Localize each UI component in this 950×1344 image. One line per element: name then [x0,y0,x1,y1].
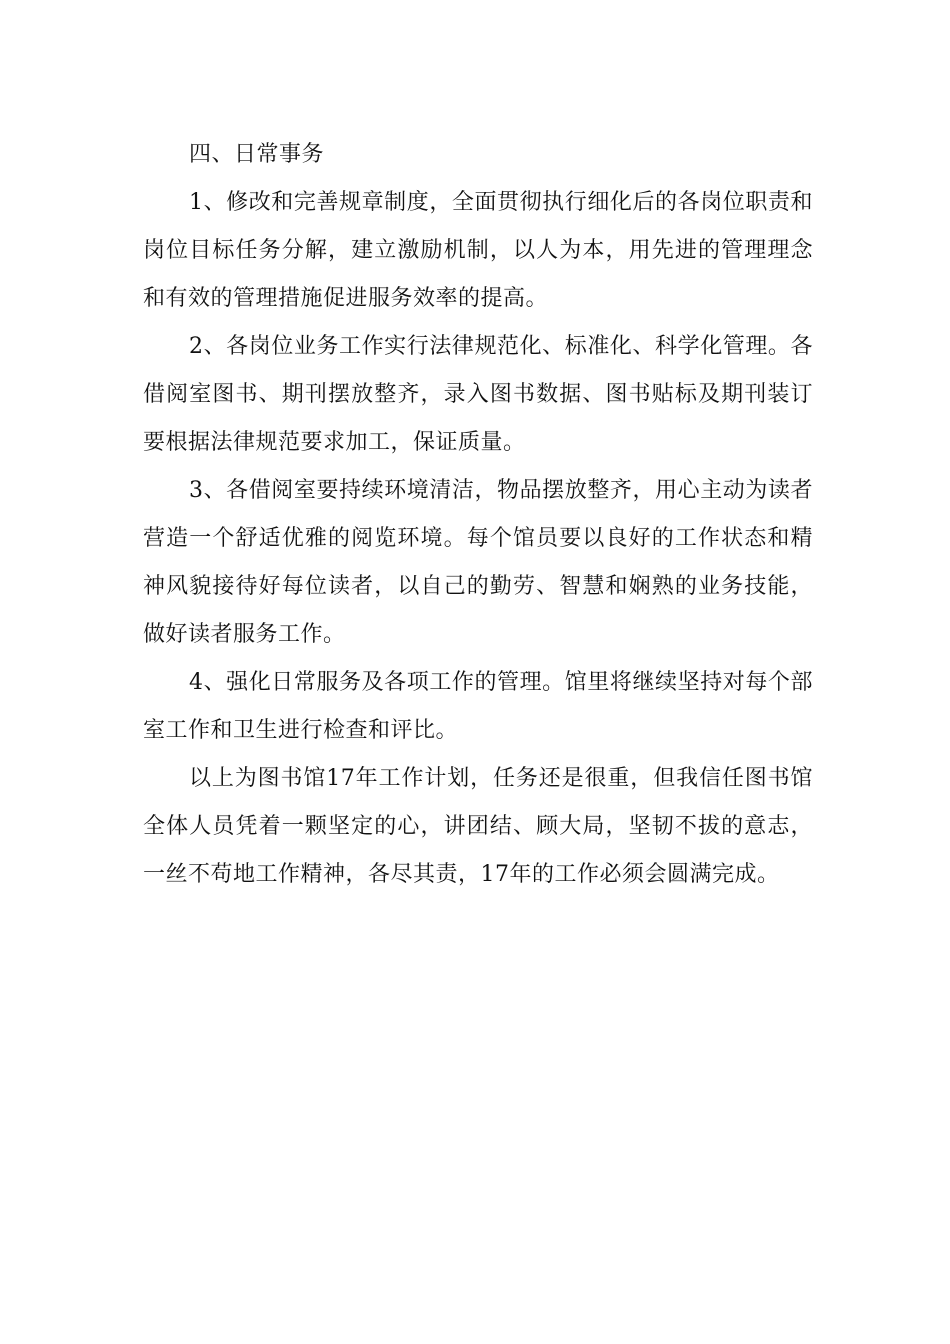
section-heading: 四、日常事务 [189,142,325,167]
paragraph-3: 3、各借阅室要持续环境清洁，物品摆放整齐，用心主动为读者营造一个舒适优雅的阅览环境。每个馆员要以良好的工作状态和精神风貌接待好每位读者，以自己的勤劳、智慧和娴熟的业务技能，做好读者服务工作。 [143,478,813,647]
paragraph-4: 4、强化日常服务及各项工作的管理。馆里将继续坚持对每个部室工作和卫生进行检查和评比。 [143,670,813,743]
paragraph-1: 1、修改和完善规章制度，全面贯彻执行细化后的各岗位职责和岗位目标任务分解，建立激励机制，以人为本，用先进的管理理念和有效的管理措施促进服务效率的提高。 [143,190,813,311]
closing-paragraph: 以上为图书馆17年工作计划，任务还是很重，但我信任图书馆全体人员凭着一颗坚定的心，讲团结、顾大局，坚韧不拔的意志，一丝不苟地工作精神，各尽其责，17年的工作必须会圆满完成。 [143,766,813,887]
paragraph-2: 2、各岗位业务工作实行法律规范化、标准化、科学化管理。各借阅室图书、期刊摆放整齐，录入图书数据、图书贴标及期刊装订要根据法律规范要求加工，保证质量。 [143,334,813,455]
document-body [143,131,813,899]
